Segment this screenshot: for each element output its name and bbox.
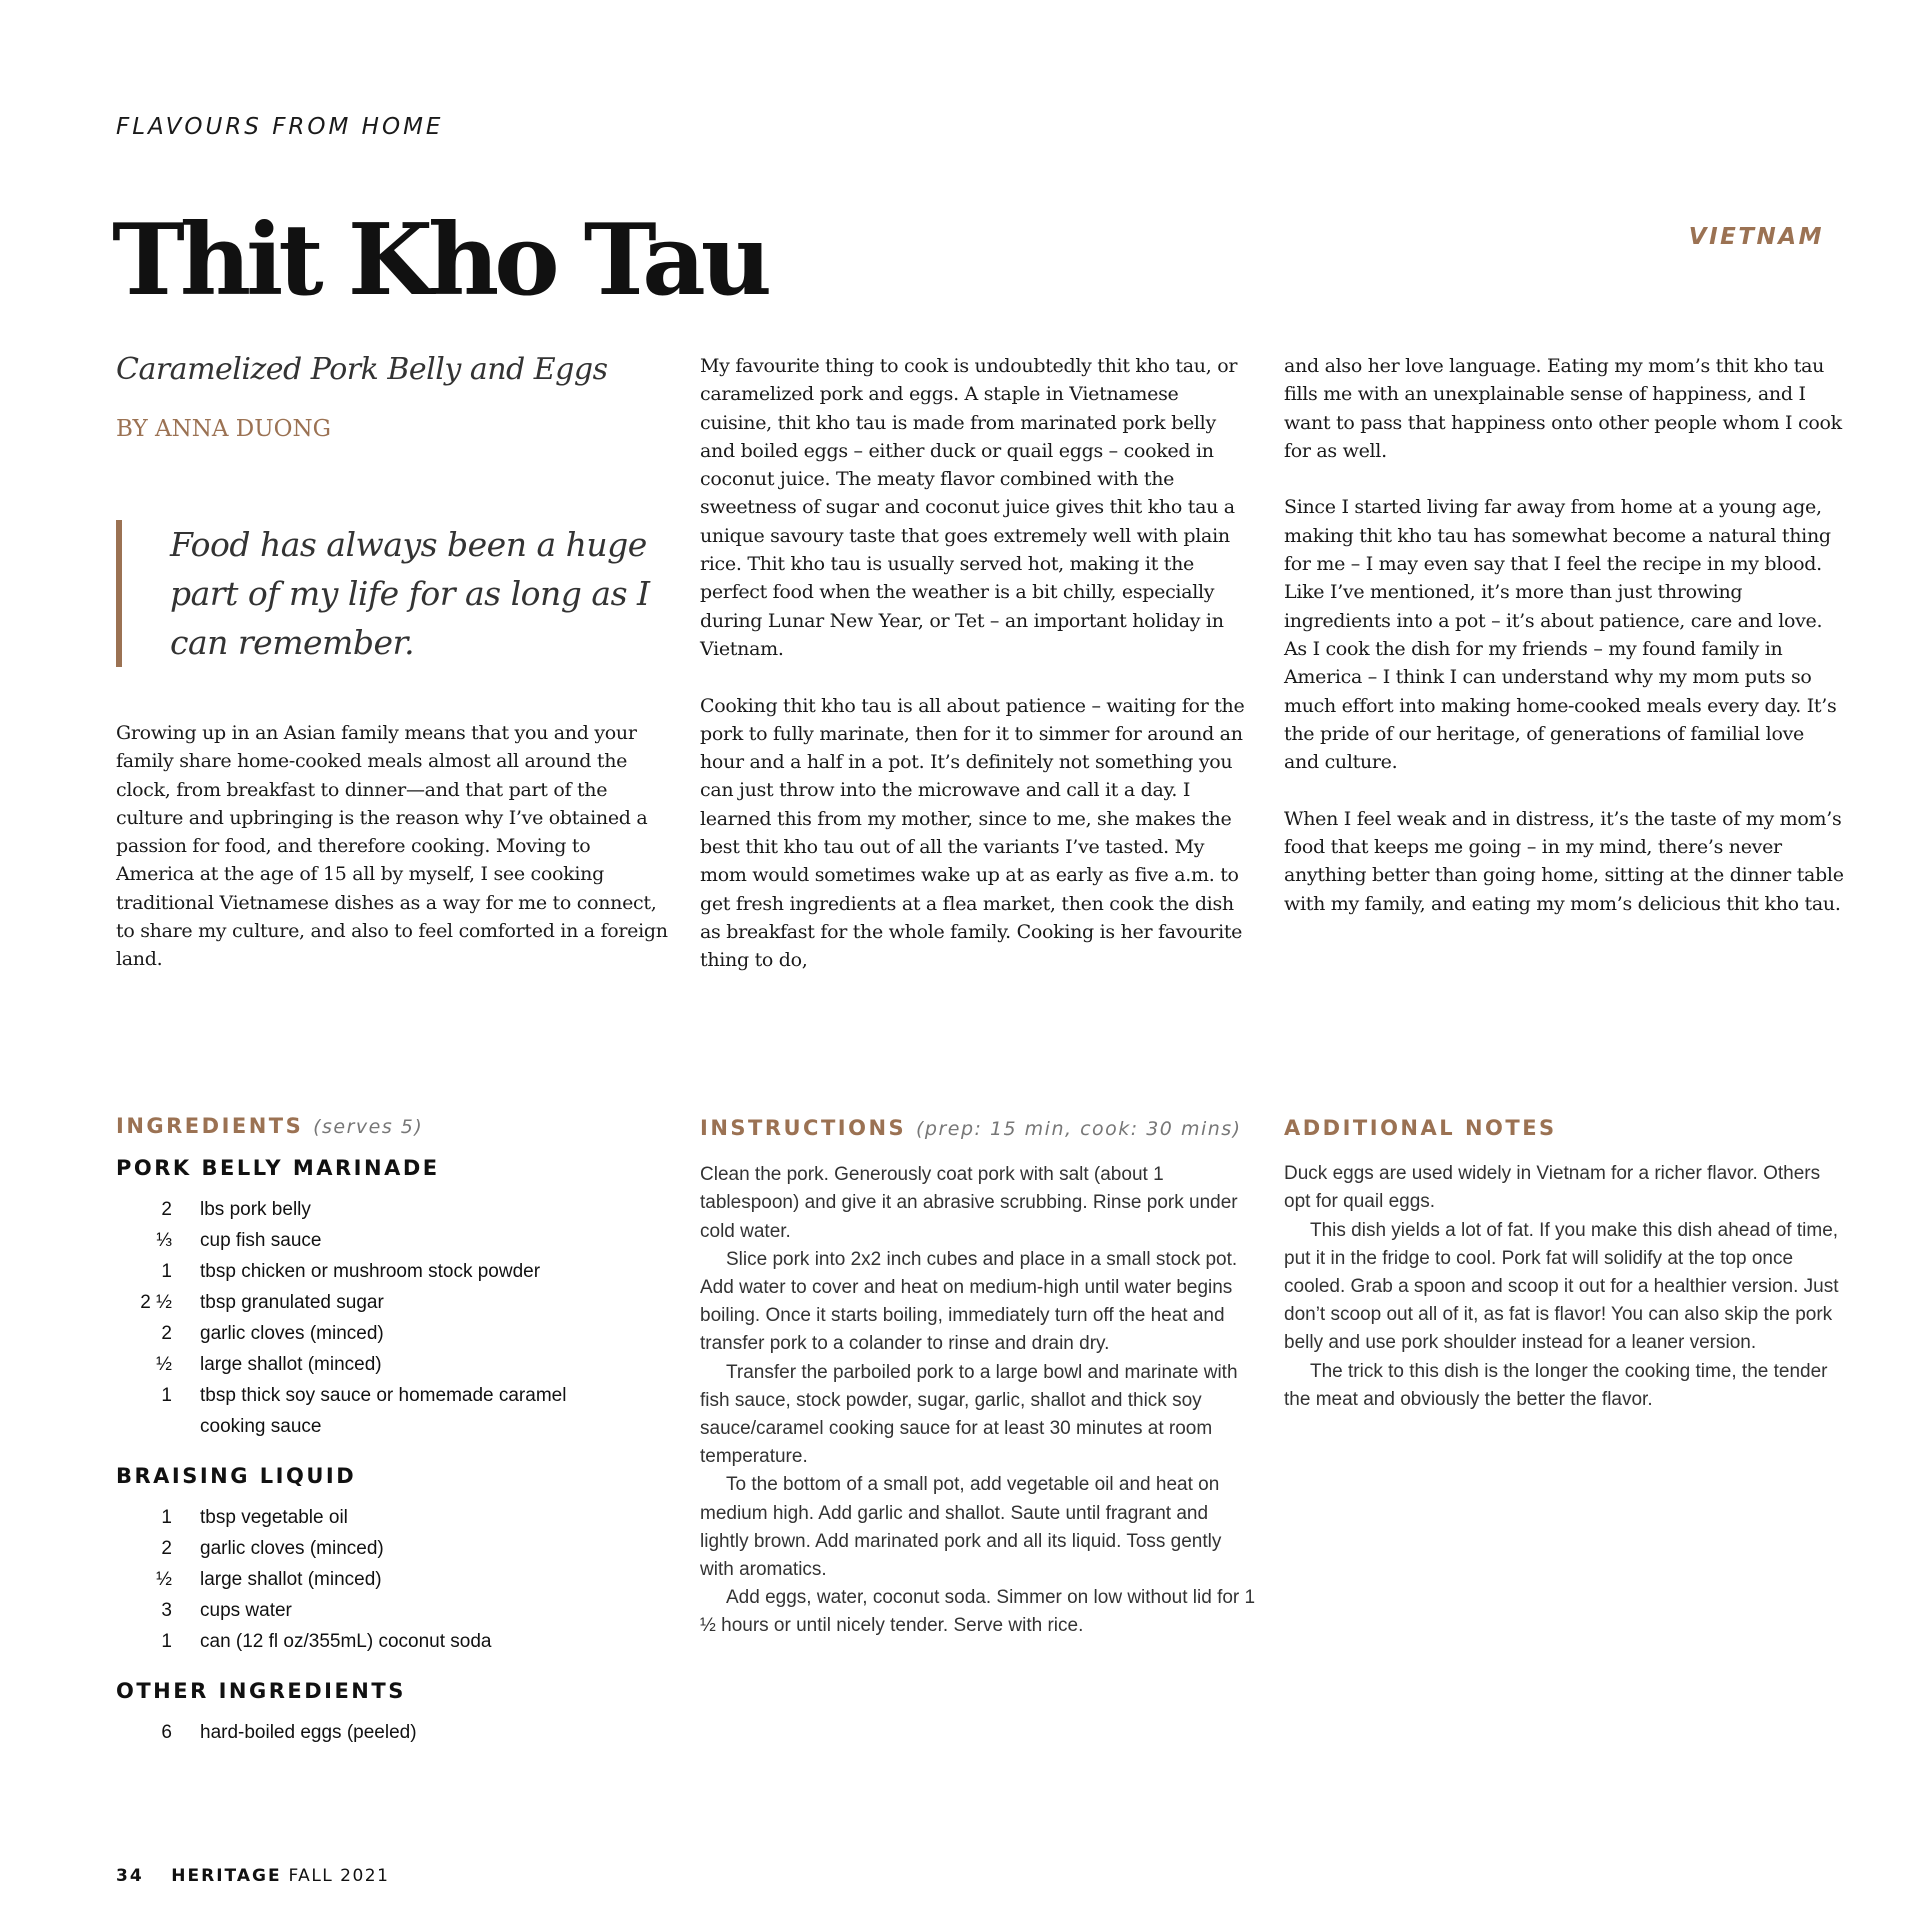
ingredient-group-title: BRAISING LIQUID — [116, 1464, 357, 1488]
ingredients-section — [116, 1114, 676, 1770]
pull-quote: Food has always been a huge part of my life for as long as I can remember. — [116, 520, 656, 667]
article-paragraph: and also her love language. Eating my mom’s thit kho tau fills me with an unexplainable sense of happiness, and I want to pass that happiness onto other people whom I cook for as well. — [1284, 355, 1842, 462]
ingredient-item: 2 garlic cloves (minced) — [161, 1538, 384, 1559]
ingredient-item: 2 ½ tbsp granulated sugar — [140, 1292, 384, 1313]
section-label: FLAVOURS FROM HOME — [116, 114, 444, 140]
notes-section — [1284, 1114, 1844, 1414]
ingredient-list — [116, 1502, 676, 1657]
note-paragraph: This dish yields a lot of fat. If you make this dish ahead of time, put it in the fridge to cool. Pork fat will solidify at the top once cooled. Grab a spoon and scoop it out for a healthier version. Just don’t scoop out all of it, as fat is flavor! You can also skip the pork belly and use pork shoulder instead for a leaner version. — [1284, 1219, 1839, 1354]
ingredient-item: 1 tbsp vegetable oil — [161, 1507, 348, 1528]
ingredient-item: ½ large shallot (minced) — [156, 1354, 382, 1375]
ingredient-item: 1 tbsp thick soy sauce or homemade caramel cooking sauce — [161, 1385, 567, 1437]
ingredient-item: ⅓ cup fish sauce — [156, 1230, 322, 1251]
country-label: VIETNAM — [1688, 224, 1824, 250]
note-paragraph: Duck eggs are used widely in Vietnam for a richer flavor. Others opt for quail eggs. — [1284, 1163, 1821, 1213]
article-paragraph: My favourite thing to cook is undoubtedly thit kho tau, or caramelized pork and eggs. A staple in Vietnamese cuisine, thit kho tau is made from marinated pork belly and boiled eggs – either duck or quail eggs – cooked in coconut juice. The meaty flavor combined with the sweetness of sugar and coconut juice gives thit kho tau a unique savoury taste that goes extremely well with plain rice. Thit kho tau is usually served hot, making it the perfect food when the weather is a bit chilly, especially during Lunar New Year, or Tet – an important holiday in Vietnam. — [700, 355, 1238, 660]
instructions-heading: INSTRUCTIONS (prep: 15 min, cook: 30 mins) — [700, 1116, 1242, 1140]
ingredients-heading: INGREDIENTS (serves 5) — [116, 1114, 424, 1138]
recipe-subtitle: Caramelized Pork Belly and Eggs — [116, 352, 608, 387]
ingredient-item: 2 lbs pork belly — [161, 1199, 311, 1220]
timing-note: (prep: 15 min, cook: 30 mins) — [915, 1118, 1242, 1140]
ingredient-item: ½ large shallot (minced) — [156, 1569, 382, 1590]
notes-heading: ADDITIONAL NOTES — [1284, 1116, 1557, 1140]
article-paragraph: Cooking thit kho tau is all about patience – waiting for the pork to fully marinate, then for it to simmer for around an hour and a half in a pot. It’s definitely not something you can just throw into the microwave and call it a day. I learned this from my mother, since to me, she makes the best thit kho tau out of all the variants I’ve tasted. My mom would sometimes wake up at as early as five a.m. to get fresh ingredients at a flea market, then cook the dish as breakfast for the whole family. Cooking is her favourite thing to do, — [700, 694, 1245, 972]
ingredient-list — [116, 1194, 676, 1442]
page-number: 34 — [116, 1866, 144, 1886]
issue-label: FALL 2021 — [288, 1866, 390, 1886]
article-paragraph: Growing up in an Asian family means that you and your family share home-cooked meals almost all around the clock, from breakfast to dinner—and that part of the culture and upbringing is the reason why I’ve obtained a passion for food, and therefore cooking. Moving to America at the age of 15 all by myself, I see cooking traditional Vietnamese dishes as a way for me to connect, to share my culture, and also to feel comforted in a foreign land. — [116, 722, 668, 971]
ingredient-group-title: OTHER INGREDIENTS — [116, 1679, 406, 1703]
article-paragraph: When I feel weak and in distress, it’s the taste of my mom’s food that keeps me going – in my mind, there’s never anything better than going home, sitting at the dinner table with my family, and eating my mom’s delicious thit kho tau. — [1284, 807, 1844, 915]
instruction-step: To the bottom of a small pot, add vegetable oil and heat on medium high. Add garlic and shallot. Saute until fragrant and lightly brown. Add marinated pork and all its liquid. Toss gently with aromatics. — [700, 1474, 1222, 1581]
ingredient-list — [116, 1717, 676, 1748]
article-column-2 — [700, 352, 1256, 1003]
servings-note: (serves 5) — [313, 1116, 424, 1138]
instructions-section — [700, 1114, 1260, 1641]
instruction-step: Clean the pork. Generously coat pork with salt (about 1 tablespoon) and give it an abrasive scrubbing. Rinse pork under cold water. — [700, 1164, 1238, 1242]
magazine-name: HERITAGE — [171, 1866, 282, 1886]
page-footer — [116, 1866, 389, 1886]
ingredient-item: 2 garlic cloves (minced) — [161, 1323, 384, 1344]
ingredient-item: 1 tbsp chicken or mushroom stock powder — [161, 1261, 541, 1282]
instruction-step: Slice pork into 2x2 inch cubes and place in a small stock pot. Add water to cover and heat on medium-high until water begins boiling. Once it starts boiling, immediately turn off the heat and transfer pork to a colander to rinse and drain dry. — [700, 1248, 1238, 1355]
article-column-3 — [1284, 352, 1844, 946]
instruction-step: Add eggs, water, coconut soda. Simmer on low without lid for 1 ½ hours or until nicely tender. Serve with rice. — [700, 1587, 1256, 1637]
instruction-step: Transfer the parboiled pork to a large bowl and marinate with fish sauce, stock powder, sugar, garlic, shallot and thick soy sauce/caramel cooking sauce for at least 30 minutes at room temperature. — [700, 1361, 1238, 1468]
ingredient-group-title: PORK BELLY MARINADE — [116, 1156, 440, 1180]
article-column-1 — [116, 719, 672, 1002]
article-paragraph: Since I started living far away from home at a young age, making thit kho tau has somewhat become a natural thing for me – I may even say that I feel the recipe in my blood. Like I’ve mentioned, it’s more than just throwing ingredients into a pot – it’s about patience, care and love. As I cook the dish for my friends – my found family in America – I think I can understand why my mom puts so much effort into making home-cooked meals every day. It’s the pride of our heritage, of generations of familial love and culture. — [1284, 496, 1837, 774]
recipe-title: Thit Kho Tau — [112, 203, 767, 318]
ingredient-item: 3 cups water — [161, 1600, 292, 1621]
ingredient-item: 1 can (12 fl oz/355mL) coconut soda — [161, 1631, 492, 1652]
ingredient-item: 6 hard-boiled eggs (peeled) — [161, 1722, 417, 1743]
byline: BY ANNA DUONG — [116, 416, 331, 442]
note-paragraph: The trick to this dish is the longer the cooking time, the tender the meat and obviously the better the flavor. — [1284, 1360, 1828, 1410]
